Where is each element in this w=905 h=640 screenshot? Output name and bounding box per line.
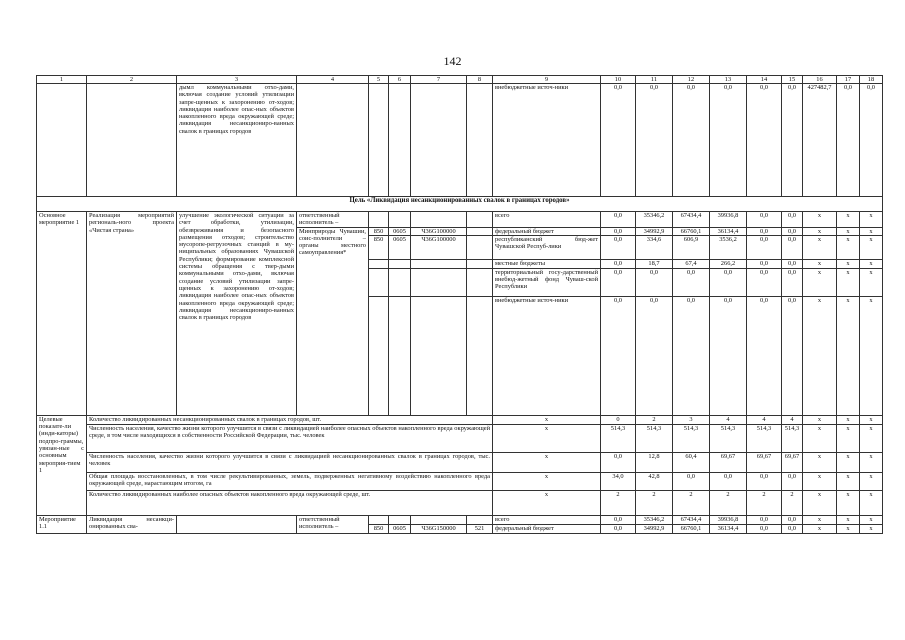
event1-value: 0,0 (710, 268, 747, 296)
event1-value: 35346,2 (636, 212, 673, 228)
event11-finance-row (37, 515, 883, 524)
event11-section: 0605 (389, 524, 411, 533)
event1-value: 36134,4 (710, 227, 747, 235)
indicator-base: x (493, 452, 601, 472)
event1-target-article (411, 259, 467, 268)
event1-source: всего (493, 212, 601, 228)
event1-value: 266,2 (710, 259, 747, 268)
goal-row (37, 197, 883, 212)
indicator-text: Общая площадь восстановленных, в том числе рекультивированных, земель, подверженных негативному воздействию накопленного вреда окружающей среде, нарастающим итогом, га (87, 472, 493, 490)
event1-value: 34992,9 (636, 227, 673, 235)
col-header-8: 8 (467, 76, 493, 84)
event1-grbs: 850 (369, 227, 389, 235)
indicator-value: 0,0 (747, 472, 782, 490)
event11-grbs: 850 (369, 524, 389, 533)
cont-value: 0,0 (837, 84, 860, 197)
event1-target-article: Ч36G100000 (411, 235, 467, 259)
event1-value: x (803, 212, 837, 228)
event1-value: x (837, 296, 860, 415)
indicator-row (37, 472, 883, 490)
indicator-value: x (837, 452, 860, 472)
col-header-5: 5 (369, 76, 389, 84)
indicator-value: x (837, 424, 860, 452)
event1-value: x (837, 235, 860, 259)
event1-value: 0,0 (747, 212, 782, 228)
event1-value: x (837, 227, 860, 235)
indicator-base: x (493, 424, 601, 452)
cont-cell-6 (389, 84, 411, 197)
indicator-value: x (860, 490, 883, 515)
program-table (36, 75, 883, 534)
indicator-base: x (493, 415, 601, 424)
event1-value: 66760,1 (673, 227, 710, 235)
indicator-value: x (860, 415, 883, 424)
event1-value: 3536,2 (710, 235, 747, 259)
col-header-10: 10 (601, 76, 636, 84)
indicator-value: 2 (747, 490, 782, 515)
indicator-value: x (803, 472, 837, 490)
event1-expense-type (467, 296, 493, 415)
cont-results: дымл коммунальными отхо-дами, включая создание условий утилизации запре-щенных к захоронению от-ходов; ликвидация наиболее опас-ных объектов накопленного вреда окружающей среде; ликвидация несанкциониро-ванных свалок в границах городов (177, 84, 297, 197)
indicator-value: 4 (782, 415, 803, 424)
event1-grbs (369, 296, 389, 415)
event1-target-article (411, 212, 467, 228)
indicator-value: 0 (601, 415, 636, 424)
header-row (37, 76, 883, 84)
indicator-base: x (493, 472, 601, 490)
event11-grbs (369, 515, 389, 524)
event1-value: 0,0 (601, 259, 636, 268)
indicator-value: x (803, 424, 837, 452)
cont-cell-4 (297, 84, 369, 197)
event1-value: x (860, 268, 883, 296)
event11-value: x (837, 524, 860, 533)
event11-value: 0,0 (601, 524, 636, 533)
indicator-row (37, 452, 883, 472)
cont-value: 0,0 (747, 84, 782, 197)
indicator-value: x (837, 415, 860, 424)
event11-target-article: Ч36G150000 (411, 524, 467, 533)
indicator-text: Количество ликвидированных наиболее опасных объектов накопленного вреда окружающей среде, шт. (87, 490, 493, 515)
cont-value: 427482,7 (803, 84, 837, 197)
event1-source: территориальный госу-дарственный внебюд-жетный фонд Чуваш-ской Республики (493, 268, 601, 296)
col-header-17: 17 (837, 76, 860, 84)
event1-value: 67,4 (673, 259, 710, 268)
event1-target-article (411, 268, 467, 296)
event11-label: Мероприятие 1.1 (37, 515, 87, 533)
cont-cell-8 (467, 84, 493, 197)
event11-source: федеральный бюджет (493, 524, 601, 533)
indicator-value: 12,8 (636, 452, 673, 472)
event1-value: 0,0 (601, 296, 636, 415)
indicator-value: 60,4 (673, 452, 710, 472)
event1-value: 0,0 (782, 259, 803, 268)
event11-value: 0,0 (601, 515, 636, 524)
cont-value: 0,0 (710, 84, 747, 197)
indicator-value: x (837, 490, 860, 515)
cont-cell-1 (37, 84, 87, 197)
event1-section (389, 268, 411, 296)
page-number: 142 (443, 54, 462, 68)
event1-value: 0,0 (710, 296, 747, 415)
cont-value: 0,0 (636, 84, 673, 197)
indicator-value: x (837, 472, 860, 490)
indicator-value: 514,3 (747, 424, 782, 452)
event11-value: 35346,2 (636, 515, 673, 524)
event1-section: 0605 (389, 235, 411, 259)
event11-value: 0,0 (782, 524, 803, 533)
indicator-value: 3 (673, 415, 710, 424)
event1-value: x (803, 235, 837, 259)
event1-results: улучшение экологической ситуации за счет обработки, утилизации, обезвреживания и безопасного размещения отходов; строительство мусоропе-регрузочных станций в му-ниципальных образованиях Чувашской Республики; формирование комплексной системы обращения с твер-дыми коммунальными отхо-дами, включая создание условий утилизации запре-щенных к захоронению от-ходов; ликвидация наиболее опас-ных объектов накопленного вреда окружающей среде; ликвидация несанкциониро-ванных свалок в границах городов (177, 212, 297, 416)
indicator-value: 4 (710, 415, 747, 424)
indicator-value: 34,0 (601, 472, 636, 490)
indicator-value: 514,3 (673, 424, 710, 452)
event11-expense-type (467, 515, 493, 524)
event11-value: 36134,4 (710, 524, 747, 533)
cont-source: внебюджетные источ-ники (493, 84, 601, 197)
col-header-12: 12 (673, 76, 710, 84)
indicator-row (37, 424, 883, 452)
cont-cell-7 (411, 84, 467, 197)
event1-expense-type (467, 268, 493, 296)
indicator-value: 0,0 (673, 472, 710, 490)
event1-grbs (369, 268, 389, 296)
event1-expense-type (467, 212, 493, 228)
col-header-2: 2 (87, 76, 177, 84)
indicator-value: 2 (636, 415, 673, 424)
event1-grbs (369, 259, 389, 268)
indicator-value: 0,0 (601, 452, 636, 472)
event1-value: x (860, 227, 883, 235)
event1-value: 0,0 (673, 268, 710, 296)
event1-value: 0,0 (747, 227, 782, 235)
event1-executor: ответственный исполнитель – (297, 212, 369, 228)
event1-value: 0,0 (747, 296, 782, 415)
col-header-9: 9 (493, 76, 601, 84)
event1-value: 0,0 (782, 296, 803, 415)
event1-name: Реализация мероприятий региональ-ного проекта «Чистая страна» (87, 212, 177, 416)
event1-source: внебюджетные источ-ники (493, 296, 601, 415)
indicator-value: 4 (747, 415, 782, 424)
event11-executor: ответственный исполнитель – (297, 515, 369, 533)
event1-value: 0,0 (747, 268, 782, 296)
col-header-13: 13 (710, 76, 747, 84)
event1-source: федеральный бюджет (493, 227, 601, 235)
event1-source: республиканский бюд-жет Чувашской Респуб-лики (493, 235, 601, 259)
event1-value: 0,0 (601, 212, 636, 228)
event1-value: 0,0 (601, 235, 636, 259)
event11-name: Ликвидация несанкци-онированных сва- (87, 515, 177, 533)
col-header-11: 11 (636, 76, 673, 84)
event11-value: 66760,1 (673, 524, 710, 533)
indicator-value: 2 (601, 490, 636, 515)
event1-value: 0,0 (782, 235, 803, 259)
indicator-value: x (803, 490, 837, 515)
event1-expense-type (467, 259, 493, 268)
event1-expense-type (467, 235, 493, 259)
cont-value: 0,0 (782, 84, 803, 197)
indicator-value: 69,67 (747, 452, 782, 472)
event1-grbs (369, 212, 389, 228)
cont-value: 0,0 (673, 84, 710, 197)
event11-value: x (860, 524, 883, 533)
cont-cell-5 (369, 84, 389, 197)
event11-value: 34992,9 (636, 524, 673, 533)
event11-value: 0,0 (747, 515, 782, 524)
indicator-value: 42,8 (636, 472, 673, 490)
event11-results (177, 515, 297, 533)
event11-target-article (411, 515, 467, 524)
col-header-6: 6 (389, 76, 411, 84)
event1-value: x (860, 212, 883, 228)
event1-section: 0605 (389, 227, 411, 235)
indicators-label: Целевые показате-ли (инди-каторы) подпро-граммы, увязан-ные с основным мероприя-тием 1 (37, 415, 87, 515)
event1-value: x (860, 235, 883, 259)
event1-value: x (803, 227, 837, 235)
indicator-value: 69,67 (782, 452, 803, 472)
cont-cell-2 (87, 84, 177, 197)
event1-finance-row (37, 212, 883, 228)
event1-label: Основное мероприятие 1 (37, 212, 87, 416)
indicator-row (37, 415, 883, 424)
col-header-7: 7 (411, 76, 467, 84)
event1-value: 39936,8 (710, 212, 747, 228)
indicator-value: 69,67 (710, 452, 747, 472)
event1-value: x (860, 296, 883, 415)
indicator-base: x (493, 490, 601, 515)
event1-section (389, 212, 411, 228)
indicator-text: Численность населения, качество жизни которого улучшится в связи с ликвидацией наиболее опасных объектов накопленного вреда окружающей среде, в том числе находящихся в собственности Российской Федерации, тыс. человек (87, 424, 493, 452)
cont-value: 0,0 (601, 84, 636, 197)
event1-value: x (803, 259, 837, 268)
event1-value: 0,0 (636, 268, 673, 296)
continuation-row (37, 84, 883, 197)
event11-value: x (803, 524, 837, 533)
indicator-value: x (860, 452, 883, 472)
col-header-18: 18 (860, 76, 883, 84)
event11-source: всего (493, 515, 601, 524)
event1-expense-type (467, 227, 493, 235)
col-header-3: 3 (177, 76, 297, 84)
event1-value: 0,0 (673, 296, 710, 415)
col-header-1: 1 (37, 76, 87, 84)
event1-value: 0,0 (782, 227, 803, 235)
event1-value: 606,9 (673, 235, 710, 259)
event1-value: x (837, 268, 860, 296)
event1-value: x (860, 259, 883, 268)
indicator-value: 2 (636, 490, 673, 515)
indicator-value: 514,3 (710, 424, 747, 452)
col-header-15: 15 (782, 76, 803, 84)
indicator-value: 2 (782, 490, 803, 515)
event11-value: 39936,8 (710, 515, 747, 524)
event1-value: 0,0 (747, 235, 782, 259)
col-header-4: 4 (297, 76, 369, 84)
indicator-value: 0,0 (710, 472, 747, 490)
event11-value: 67434,4 (673, 515, 710, 524)
indicator-row (37, 490, 883, 515)
cont-value: 0,0 (860, 84, 883, 197)
indicator-value: 2 (710, 490, 747, 515)
event1-value: 0,0 (782, 212, 803, 228)
event1-value: 0,0 (636, 296, 673, 415)
event1-grbs: 850 (369, 235, 389, 259)
event1-section (389, 296, 411, 415)
indicator-value: x (860, 472, 883, 490)
col-header-14: 14 (747, 76, 782, 84)
event1-value: x (803, 268, 837, 296)
event11-value: 0,0 (782, 515, 803, 524)
indicator-value: 514,3 (636, 424, 673, 452)
event11-value: x (837, 515, 860, 524)
event1-target-article (411, 296, 467, 415)
event11-value: x (803, 515, 837, 524)
goal-title: Цель «Ликвидация несанкционированных свалок в границах городов» (37, 197, 883, 212)
indicator-value: 514,3 (601, 424, 636, 452)
indicator-text: Количество ликвидированных несанкционированных свалок в границах городов, шт. (87, 415, 493, 424)
indicator-value: 514,3 (782, 424, 803, 452)
col-header-16: 16 (803, 76, 837, 84)
indicator-value: 2 (673, 490, 710, 515)
event11-value: x (860, 515, 883, 524)
indicator-text: Численность населения, качество жизни которого улучшится в связи с ликвидацией несанкционированных свалок в границах городов, тыс. человек (87, 452, 493, 472)
event1-value: 0,0 (601, 268, 636, 296)
indicator-value: x (860, 424, 883, 452)
event1-value: x (803, 296, 837, 415)
event1-value: x (837, 212, 860, 228)
indicator-value: x (803, 415, 837, 424)
indicator-value: 0,0 (782, 472, 803, 490)
indicator-value: x (803, 452, 837, 472)
event1-value: 0,0 (601, 227, 636, 235)
event1-value: 0,0 (782, 268, 803, 296)
event1-source: местные бюджеты (493, 259, 601, 268)
event1-section (389, 259, 411, 268)
event1-value: 18,7 (636, 259, 673, 268)
event1-coexecutors: Минприроды Чувашии, соис-полнители – органы местного самоуправления* (297, 227, 369, 415)
event11-section (389, 515, 411, 524)
event1-value: 0,0 (747, 259, 782, 268)
event11-expense-type: 521 (467, 524, 493, 533)
event1-value: 334,6 (636, 235, 673, 259)
event1-target-article: Ч36G100000 (411, 227, 467, 235)
event11-value: 0,0 (747, 524, 782, 533)
event1-value: 67434,4 (673, 212, 710, 228)
event1-value: x (837, 259, 860, 268)
